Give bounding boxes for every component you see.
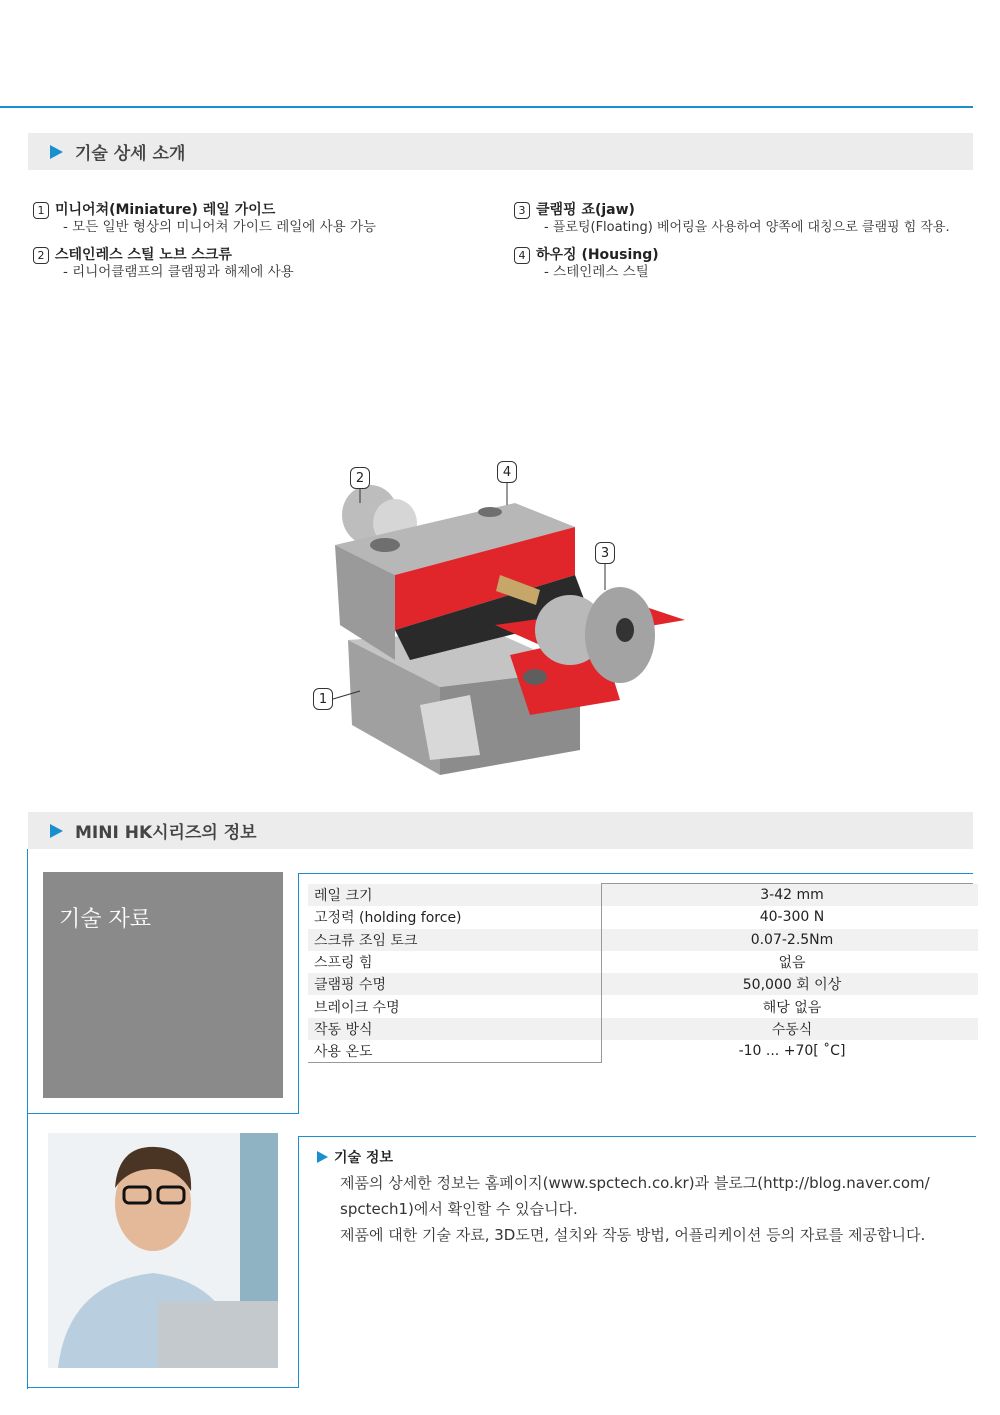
section-header-mini-hk <box>28 812 973 849</box>
spec-value: 없음 <box>778 955 806 972</box>
feature-4 <box>514 247 659 281</box>
spec-value: 0.07-2.5Nm <box>750 931 834 948</box>
table-row <box>308 1040 978 1062</box>
info-body <box>340 1170 970 1248</box>
feature-title: 하우징 (Housing) <box>536 247 659 263</box>
feature-desc: - 모든 일반 형상의 미니어쳐 가이드 레일에 사용 가능 <box>63 219 377 235</box>
info-line-3: 제품에 대한 기술 자료, 3D도면, 설치와 작동 방법, 어플리케이션 등의 자료를 제공합니다. <box>340 1226 926 1244</box>
frame-right-lower <box>298 1136 299 1388</box>
top-rule <box>0 106 973 108</box>
person-photo <box>48 1133 278 1368</box>
housing-hole-1 <box>370 538 400 552</box>
info-line-2: spctech1)에서 확인할 수 있습니다. <box>340 1200 578 1218</box>
spec-key: 레일 크기 <box>314 888 373 905</box>
spec-value: -10 ... +70[ ˚C] <box>738 1043 846 1060</box>
frame-right-upper <box>298 873 299 1114</box>
frame-left <box>27 849 28 1389</box>
number-badge: 3 <box>514 202 530 219</box>
jaw-screw-hole <box>523 669 547 685</box>
spec-key: 스크류 조임 토크 <box>314 932 418 949</box>
frame-table-top <box>298 873 973 874</box>
callout-4: 4 <box>497 461 517 483</box>
spec-value: 40-300 N <box>759 909 825 926</box>
table-row <box>308 906 978 928</box>
table-divider-top <box>601 883 973 884</box>
callout-1: 1 <box>313 688 333 710</box>
spec-table <box>308 884 978 1062</box>
frame-mid <box>27 1113 299 1114</box>
feature-title: 클램핑 죠(jaw) <box>536 202 635 218</box>
feature-1 <box>33 202 376 236</box>
spec-key: 브레이크 수명 <box>314 999 400 1016</box>
info-title <box>317 1147 393 1167</box>
table-divider-vertical <box>601 883 602 1063</box>
table-row <box>308 1018 978 1040</box>
triangle-bullet-icon <box>50 824 63 838</box>
spec-value: 수동식 <box>771 1021 813 1038</box>
rail-groove <box>420 695 480 760</box>
linear-clamp-diagram <box>300 455 720 785</box>
feature-3 <box>514 202 950 236</box>
spec-value: 해당 없음 <box>762 999 822 1016</box>
section-title: 기술 상세 소개 <box>75 144 186 164</box>
spec-key: 작동 방식 <box>314 1021 373 1038</box>
feature-desc: - 플로팅(Floating) 베어링을 사용하여 양쪽에 대칭으로 클램핑 힘 작용. <box>544 220 950 235</box>
triangle-bullet-icon <box>50 145 63 159</box>
table-row <box>308 995 978 1017</box>
table-row <box>308 929 978 951</box>
info-line-1: 제품의 상세한 정보는 홈페이지(www.spctech.co.kr)과 블로그(http://blog.naver.com/ <box>340 1174 930 1192</box>
callout-2: 2 <box>350 467 370 489</box>
callout-3: 3 <box>595 542 615 564</box>
table-row <box>308 951 978 973</box>
feature-title: 미니어쳐(Miniature) 레일 가이드 <box>55 202 276 218</box>
spec-key: 사용 온도 <box>314 1044 373 1061</box>
section-title: MINI HK시리즈의 정보 <box>75 823 257 843</box>
section-header-tech-detail <box>28 133 973 170</box>
info-title-text: 기술 정보 <box>334 1150 393 1166</box>
feature-desc: - 스테인레스 스틸 <box>544 264 649 280</box>
feature-2 <box>33 247 294 281</box>
spec-value: 3-42 mm <box>760 887 824 904</box>
table-row <box>308 884 978 906</box>
frame-info-top <box>298 1136 976 1137</box>
housing-hole-2 <box>478 507 502 517</box>
spec-key: 클램핑 수명 <box>314 977 387 994</box>
number-badge: 2 <box>33 247 49 264</box>
triangle-bullet-icon <box>317 1151 328 1163</box>
number-badge: 4 <box>514 247 530 264</box>
table-divider-bottom <box>308 1062 602 1063</box>
tech-data-box <box>43 872 283 1098</box>
photo-laptop <box>158 1301 278 1368</box>
frame-bottom <box>27 1387 299 1388</box>
spec-table-grid <box>308 884 978 1062</box>
spec-key: 스프링 힘 <box>314 955 373 972</box>
spec-value: 50,000 회 이상 <box>742 977 842 994</box>
table-row <box>308 973 978 995</box>
cylinder-hole <box>616 618 634 642</box>
feature-title: 스테인레스 스틸 노브 스크류 <box>55 247 232 263</box>
tech-data-label: 기술 자료 <box>59 907 152 932</box>
feature-desc: - 리니어클램프의 클램핑과 해제에 사용 <box>63 264 294 280</box>
spec-key: 고정력 (holding force) <box>314 910 462 927</box>
number-badge: 1 <box>33 202 49 219</box>
